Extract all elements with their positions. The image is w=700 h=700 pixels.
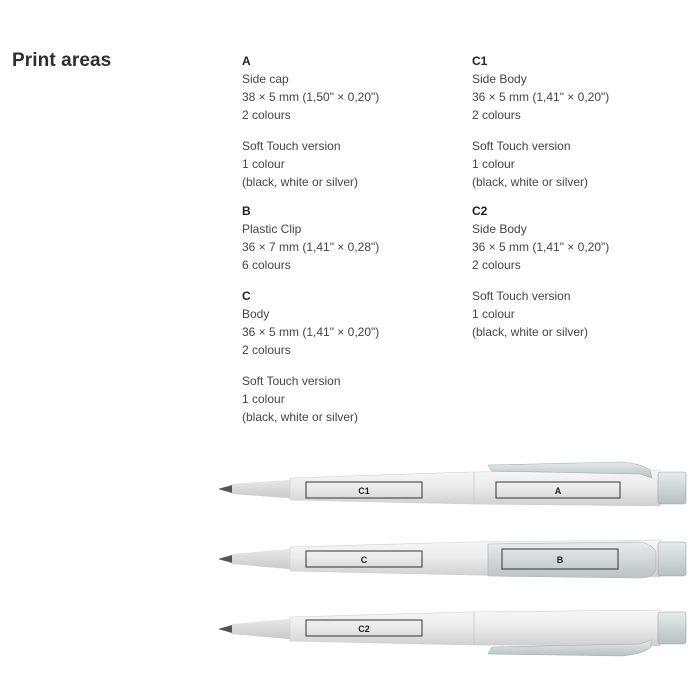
area-colours: 2 colours: [472, 108, 521, 122]
soft-touch-c1: [472, 137, 682, 191]
print-area-c1: [472, 52, 682, 124]
soft-touch-c2: [472, 287, 682, 341]
area-size: 36 × 5 mm (1,41" × 0,20"): [472, 90, 610, 104]
pen-1: [218, 462, 686, 506]
pen-button: [658, 472, 686, 504]
print-area-b: [242, 202, 452, 274]
soft-title: Soft Touch version: [242, 374, 341, 388]
soft-note: (black, white or silver): [472, 175, 589, 189]
pen-body: [290, 470, 660, 506]
soft-colours: 1 colour: [242, 157, 285, 171]
print-label-c: C: [360, 555, 368, 565]
pen-clip: [488, 542, 656, 578]
soft-note: (black, white or silver): [472, 325, 589, 339]
print-areas-left-column: [242, 52, 452, 437]
area-size: 38 × 5 mm (1,50" × 0,20"): [242, 90, 380, 104]
print-label-c2: C2: [358, 624, 370, 634]
print-area-a: [242, 52, 452, 124]
area-code: C: [242, 289, 251, 303]
pen-tip: [218, 555, 232, 563]
print-label-b: B: [556, 555, 564, 565]
area-colours: 2 colours: [242, 108, 291, 122]
area-name: Side cap: [242, 72, 289, 86]
soft-touch-a: [242, 137, 452, 191]
area-size: 36 × 5 mm (1,41" × 0,20"): [242, 325, 380, 339]
soft-title: Soft Touch version: [472, 289, 571, 303]
pen-3: [218, 610, 686, 656]
soft-note: (black, white or silver): [242, 175, 359, 189]
soft-title: Soft Touch version: [242, 139, 341, 153]
area-colours: 6 colours: [242, 258, 291, 272]
print-label-c1: C1: [358, 486, 370, 496]
print-area-c: [242, 287, 452, 359]
pen-body: [290, 610, 660, 646]
pen-tip: [218, 625, 232, 633]
area-name: Side Body: [472, 222, 527, 236]
area-code: A: [242, 54, 251, 68]
soft-colours: 1 colour: [472, 157, 515, 171]
area-code: B: [242, 204, 251, 218]
pen-2: [218, 540, 686, 578]
area-colours: 2 colours: [472, 258, 521, 272]
print-areas-right-column: [472, 52, 682, 352]
print-area-c2: [472, 202, 682, 274]
area-name: Side Body: [472, 72, 527, 86]
soft-touch-c: [242, 372, 452, 426]
pen-button: [658, 542, 686, 576]
area-colours: 2 colours: [242, 343, 291, 357]
page-title: Print areas: [12, 50, 112, 71]
area-size: 36 × 7 mm (1,41" × 0,28"): [242, 240, 380, 254]
print-label-a: A: [554, 486, 562, 496]
pen-button: [658, 612, 686, 644]
soft-note: (black, white or silver): [242, 410, 359, 424]
pen-illustrations: [0, 440, 700, 680]
soft-colours: 1 colour: [242, 392, 285, 406]
area-code: C2: [472, 204, 488, 218]
area-name: Plastic Clip: [242, 222, 302, 236]
area-name: Body: [242, 307, 270, 321]
area-code: C1: [472, 54, 488, 68]
area-size: 36 × 5 mm (1,41" × 0,20"): [472, 240, 610, 254]
soft-title: Soft Touch version: [472, 139, 571, 153]
soft-colours: 1 colour: [472, 307, 515, 321]
pen-tip: [218, 485, 232, 493]
